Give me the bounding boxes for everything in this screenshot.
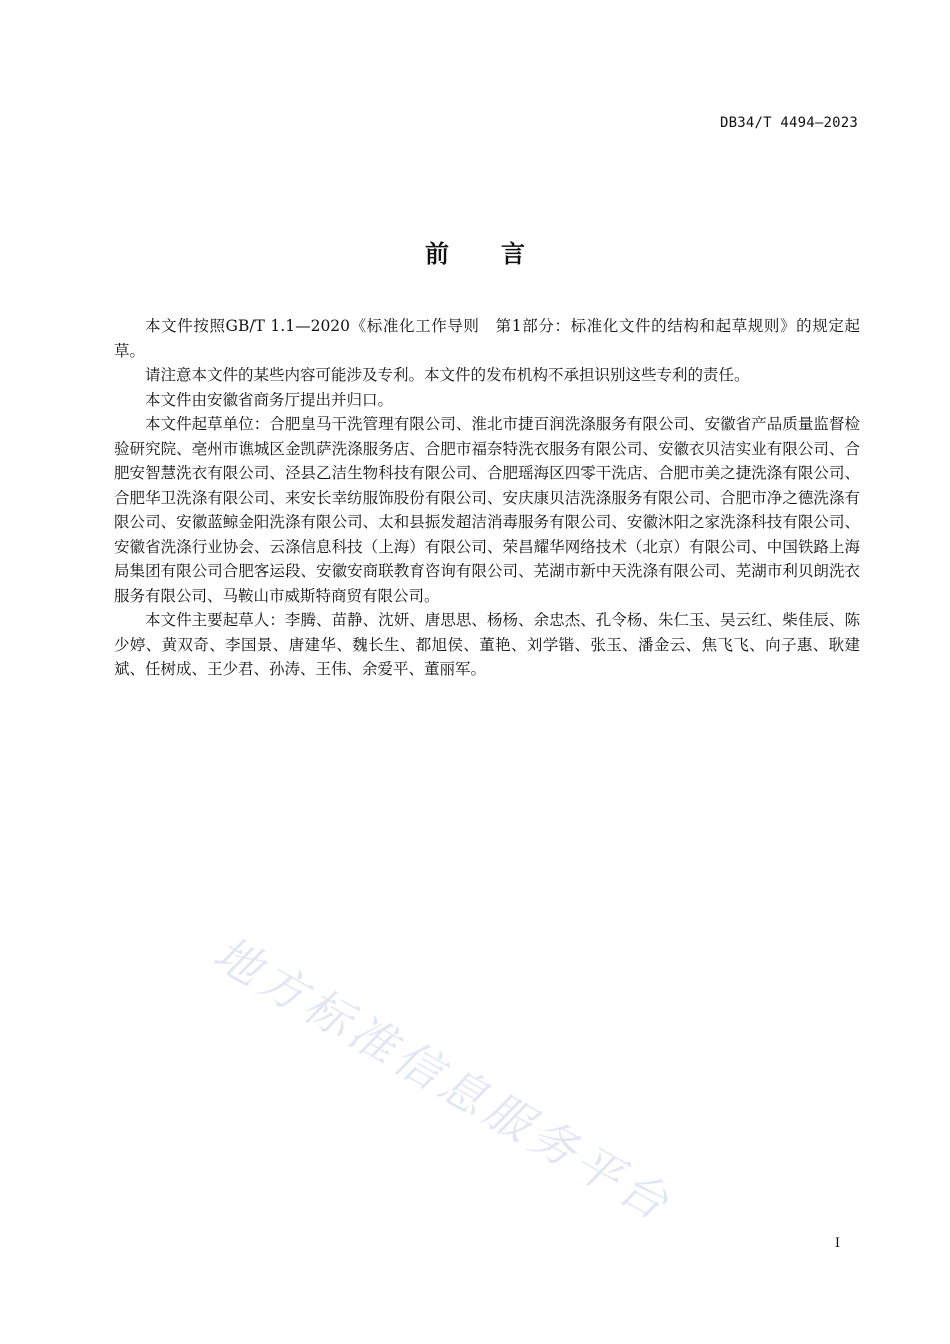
page-title [0,234,950,269]
watermark: 地方标准信息服务平台 [204,925,682,1233]
title-char-2: 言 [501,240,525,268]
page-number: I [834,1236,840,1251]
paragraph-patent-notice: 请注意本文件的某些内容可能涉及专利。本文件的发布机构不承担识别这些专利的责任。 [145,366,750,384]
title-char-1: 前 [425,240,449,268]
document-number: DB34/T 4494—2023 [719,115,858,131]
paragraph-proposer: 本文件由安徽省商务厅提出并归口。 [145,390,394,409]
paragraph-drafting-basis: 本文件按照GB/T 1.1—2020《标准化工作导则 第1部分：标准化文件的结构和起草规则》的规定起草。 [114,317,860,360]
paragraph-drafters: 本文件主要起草人：李腾、苗静、沈妍、唐思思、杨杨、余忠杰、孔令杨、朱仁玉、吴云红、柴佳辰、陈少婷、黄双奇、李国景、唐建华、魏长生、都旭侯、董艳、刘学锴、张玉、潘金云、焦飞飞、向子惠、耿建斌、任树成、王少君、孙涛、王伟、余爱平、董丽军。 [114,611,860,678]
paragraph-drafting-units: 本文件起草单位：合肥皇马干洗管理有限公司、淮北市捷百润洗涤服务有限公司、安徽省产品质量监督检验研究院、亳州市谯城区金凯萨洗涤服务店、合肥市福奈特洗衣服务有限公司、安徽衣贝洁实业有限公司、合肥安智慧洗衣有限公司、泾县乙洁生物科技有限公司、合肥瑶海区四零干洗店、合肥市美之捷洗涤有限公司、合肥华卫洗涤有限公司、来安长幸纺服饰股份有限公司、安庆康贝洁洗涤服务有限公司、合肥市净之德洗涤有限公司、安徽蓝鲸金阳洗涤有限公司、太和县振发超洁消毒服务有限公司、安徽沐阳之家洗涤科技有限公司、安徽省洗涤行业协会、云涤信息科技（上海）有限公司、荣昌耀华网络技术（北京）有限公司、中国铁路上海局集团有限公司合肥客运段、安徽安商联教育咨询有限公司、芜湖市新中天洗涤有限公司、芜湖市利贝朗洗衣服务有限公司、马鞍山市威斯特商贸有限公司。 [114,415,860,605]
foreword-body [114,314,860,682]
